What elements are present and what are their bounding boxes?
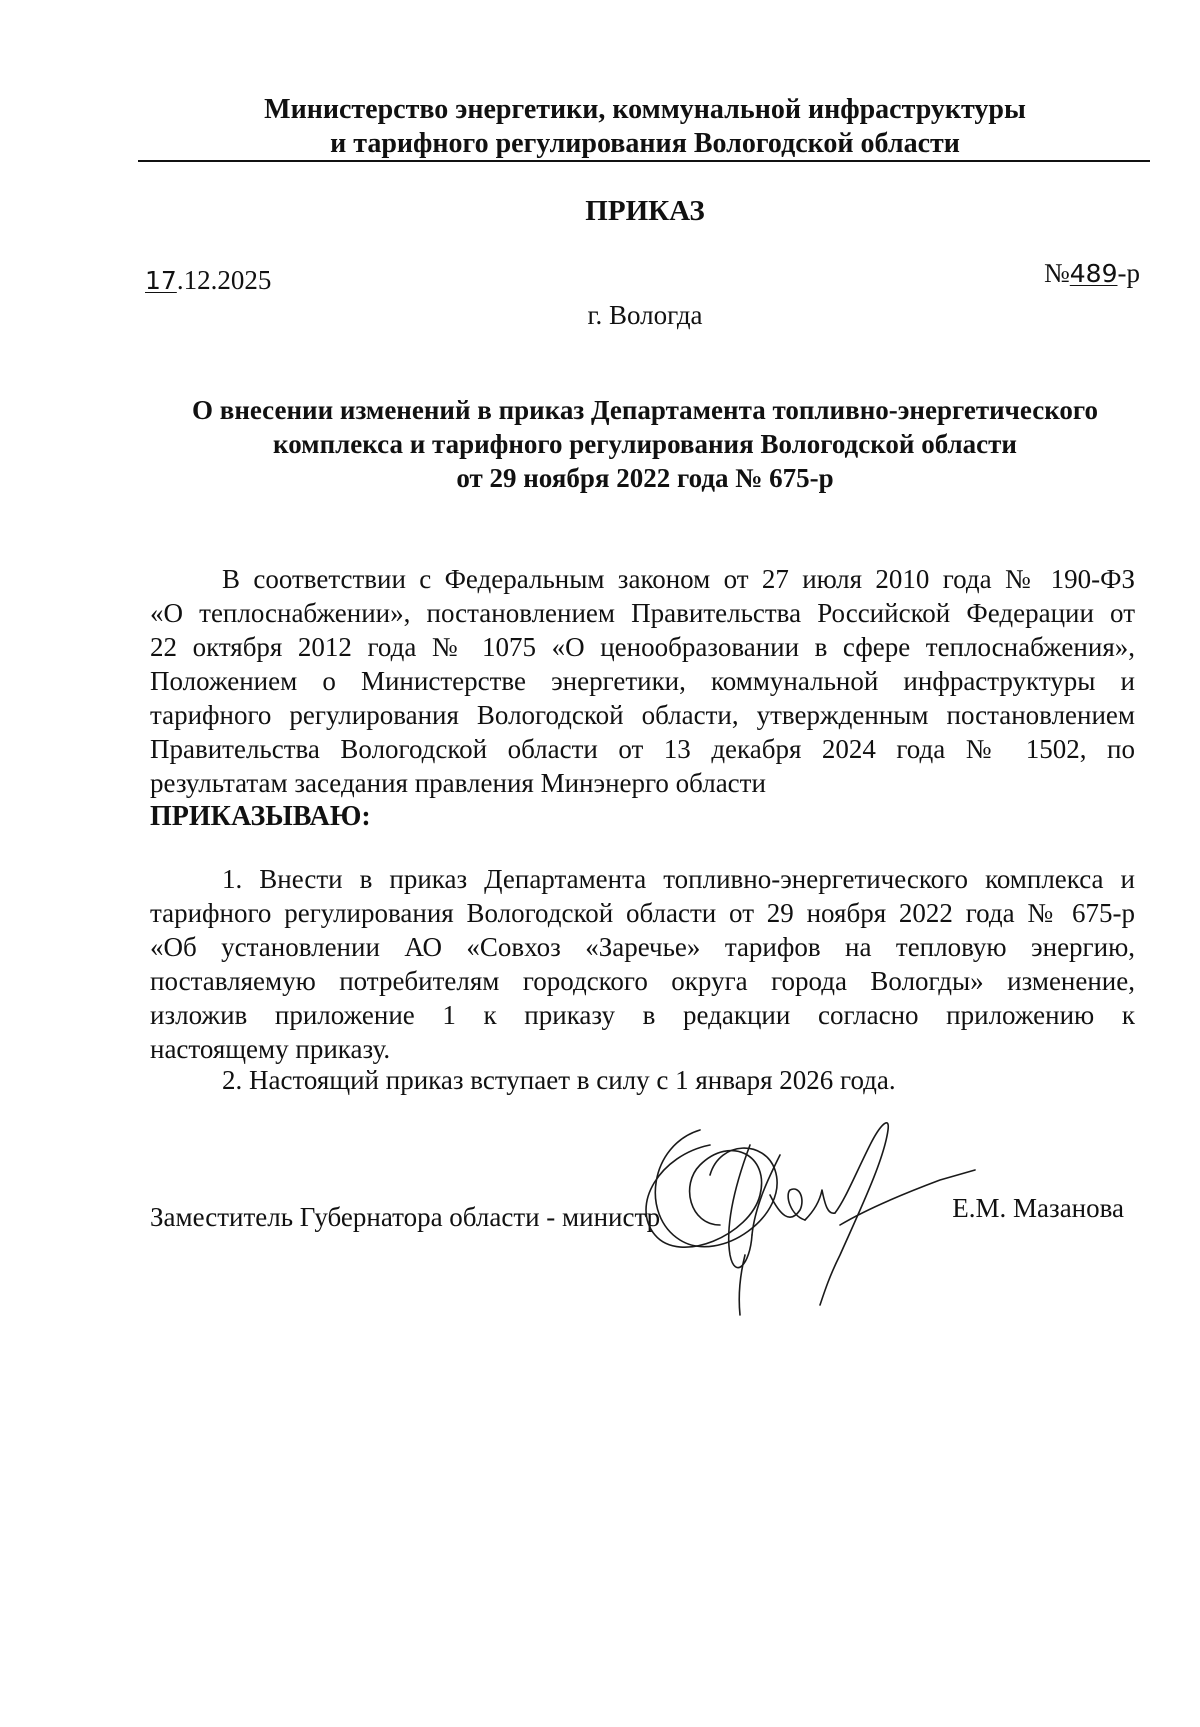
date-day-handwritten: 17 bbox=[145, 266, 177, 295]
decree-word: ПРИКАЗЫВАЮ: bbox=[150, 801, 371, 832]
preamble-line: В соответствии с Федеральным законом от 27 июля 2010 года № 190-ФЗ bbox=[222, 564, 1135, 594]
item-line: 1. Внести в приказ Департамента топливно-энергетического комплекса и bbox=[222, 864, 1135, 894]
preamble-line: 22 октября 2012 года № 1075 «О ценообразовании в сфере теплоснабжения», bbox=[150, 632, 1135, 662]
item-line: изложив приложение 1 к приказу в редакции согласно приложению к bbox=[150, 1000, 1135, 1030]
document-date bbox=[145, 263, 271, 298]
document-city: г. Вологда bbox=[587, 300, 703, 330]
preamble-line: Правительства Вологодской области от 13 декабря 2024 года № 1502, по bbox=[150, 734, 1135, 764]
preamble-line: Положением о Министерстве энергетики, коммунальной инфраструктуры и bbox=[150, 666, 1135, 696]
title-line-2: комплекса и тарифного регулирования Вологодской области bbox=[273, 429, 1017, 459]
signatory-name: Е.М. Мазанова bbox=[952, 1193, 1124, 1223]
preamble-paragraph bbox=[150, 562, 1135, 800]
title-line-3: от 29 ноября 2022 года № 675-р bbox=[456, 463, 834, 493]
preamble-line: тарифного регулирования Вологодской области, утвержденным постановлением bbox=[150, 700, 1135, 730]
document-number bbox=[1044, 256, 1140, 291]
order-item-1 bbox=[150, 862, 1135, 1066]
handwritten-signature bbox=[640, 1115, 980, 1325]
item-line: поставляемую потребителям городского округа города Вологды» изменение, bbox=[150, 966, 1135, 996]
preamble-line: результатам заседания правления Минэнерго области bbox=[150, 768, 766, 798]
date-month-year: .12.2025 bbox=[176, 265, 272, 295]
signatory-position: Заместитель Губернатора области - министр bbox=[150, 1202, 661, 1232]
organization-header bbox=[140, 93, 1150, 161]
organization-line-2: и тарифного регулирования Вологодской области bbox=[330, 128, 960, 159]
item-line: настоящему приказу. bbox=[150, 1034, 391, 1064]
number-sign: № bbox=[1044, 258, 1070, 288]
preamble-line: «О теплоснабжении», постановлением Правительства Российской Федерации от bbox=[150, 598, 1135, 628]
number-value-handwritten: 489 bbox=[1069, 259, 1118, 288]
order-item-2: 2. Настоящий приказ вступает в силу с 1 января 2026 года. bbox=[222, 1065, 896, 1095]
document-title bbox=[150, 393, 1140, 495]
item-line: тарифного регулирования Вологодской области от 29 ноября 2022 года № 675-р bbox=[150, 898, 1135, 928]
title-line-1: О внесении изменений в приказ Департамента топливно-энергетического bbox=[191, 395, 1098, 425]
number-suffix: -р bbox=[1117, 258, 1140, 288]
header-divider bbox=[138, 160, 1150, 162]
document-type: ПРИКАЗ bbox=[585, 195, 705, 227]
organization-line-1: Министерство энергетики, коммунальной инфраструктуры bbox=[264, 94, 1026, 125]
item-line: «Об установлении АО «Совхоз «Заречье» тарифов на тепловую энергию, bbox=[150, 932, 1135, 962]
